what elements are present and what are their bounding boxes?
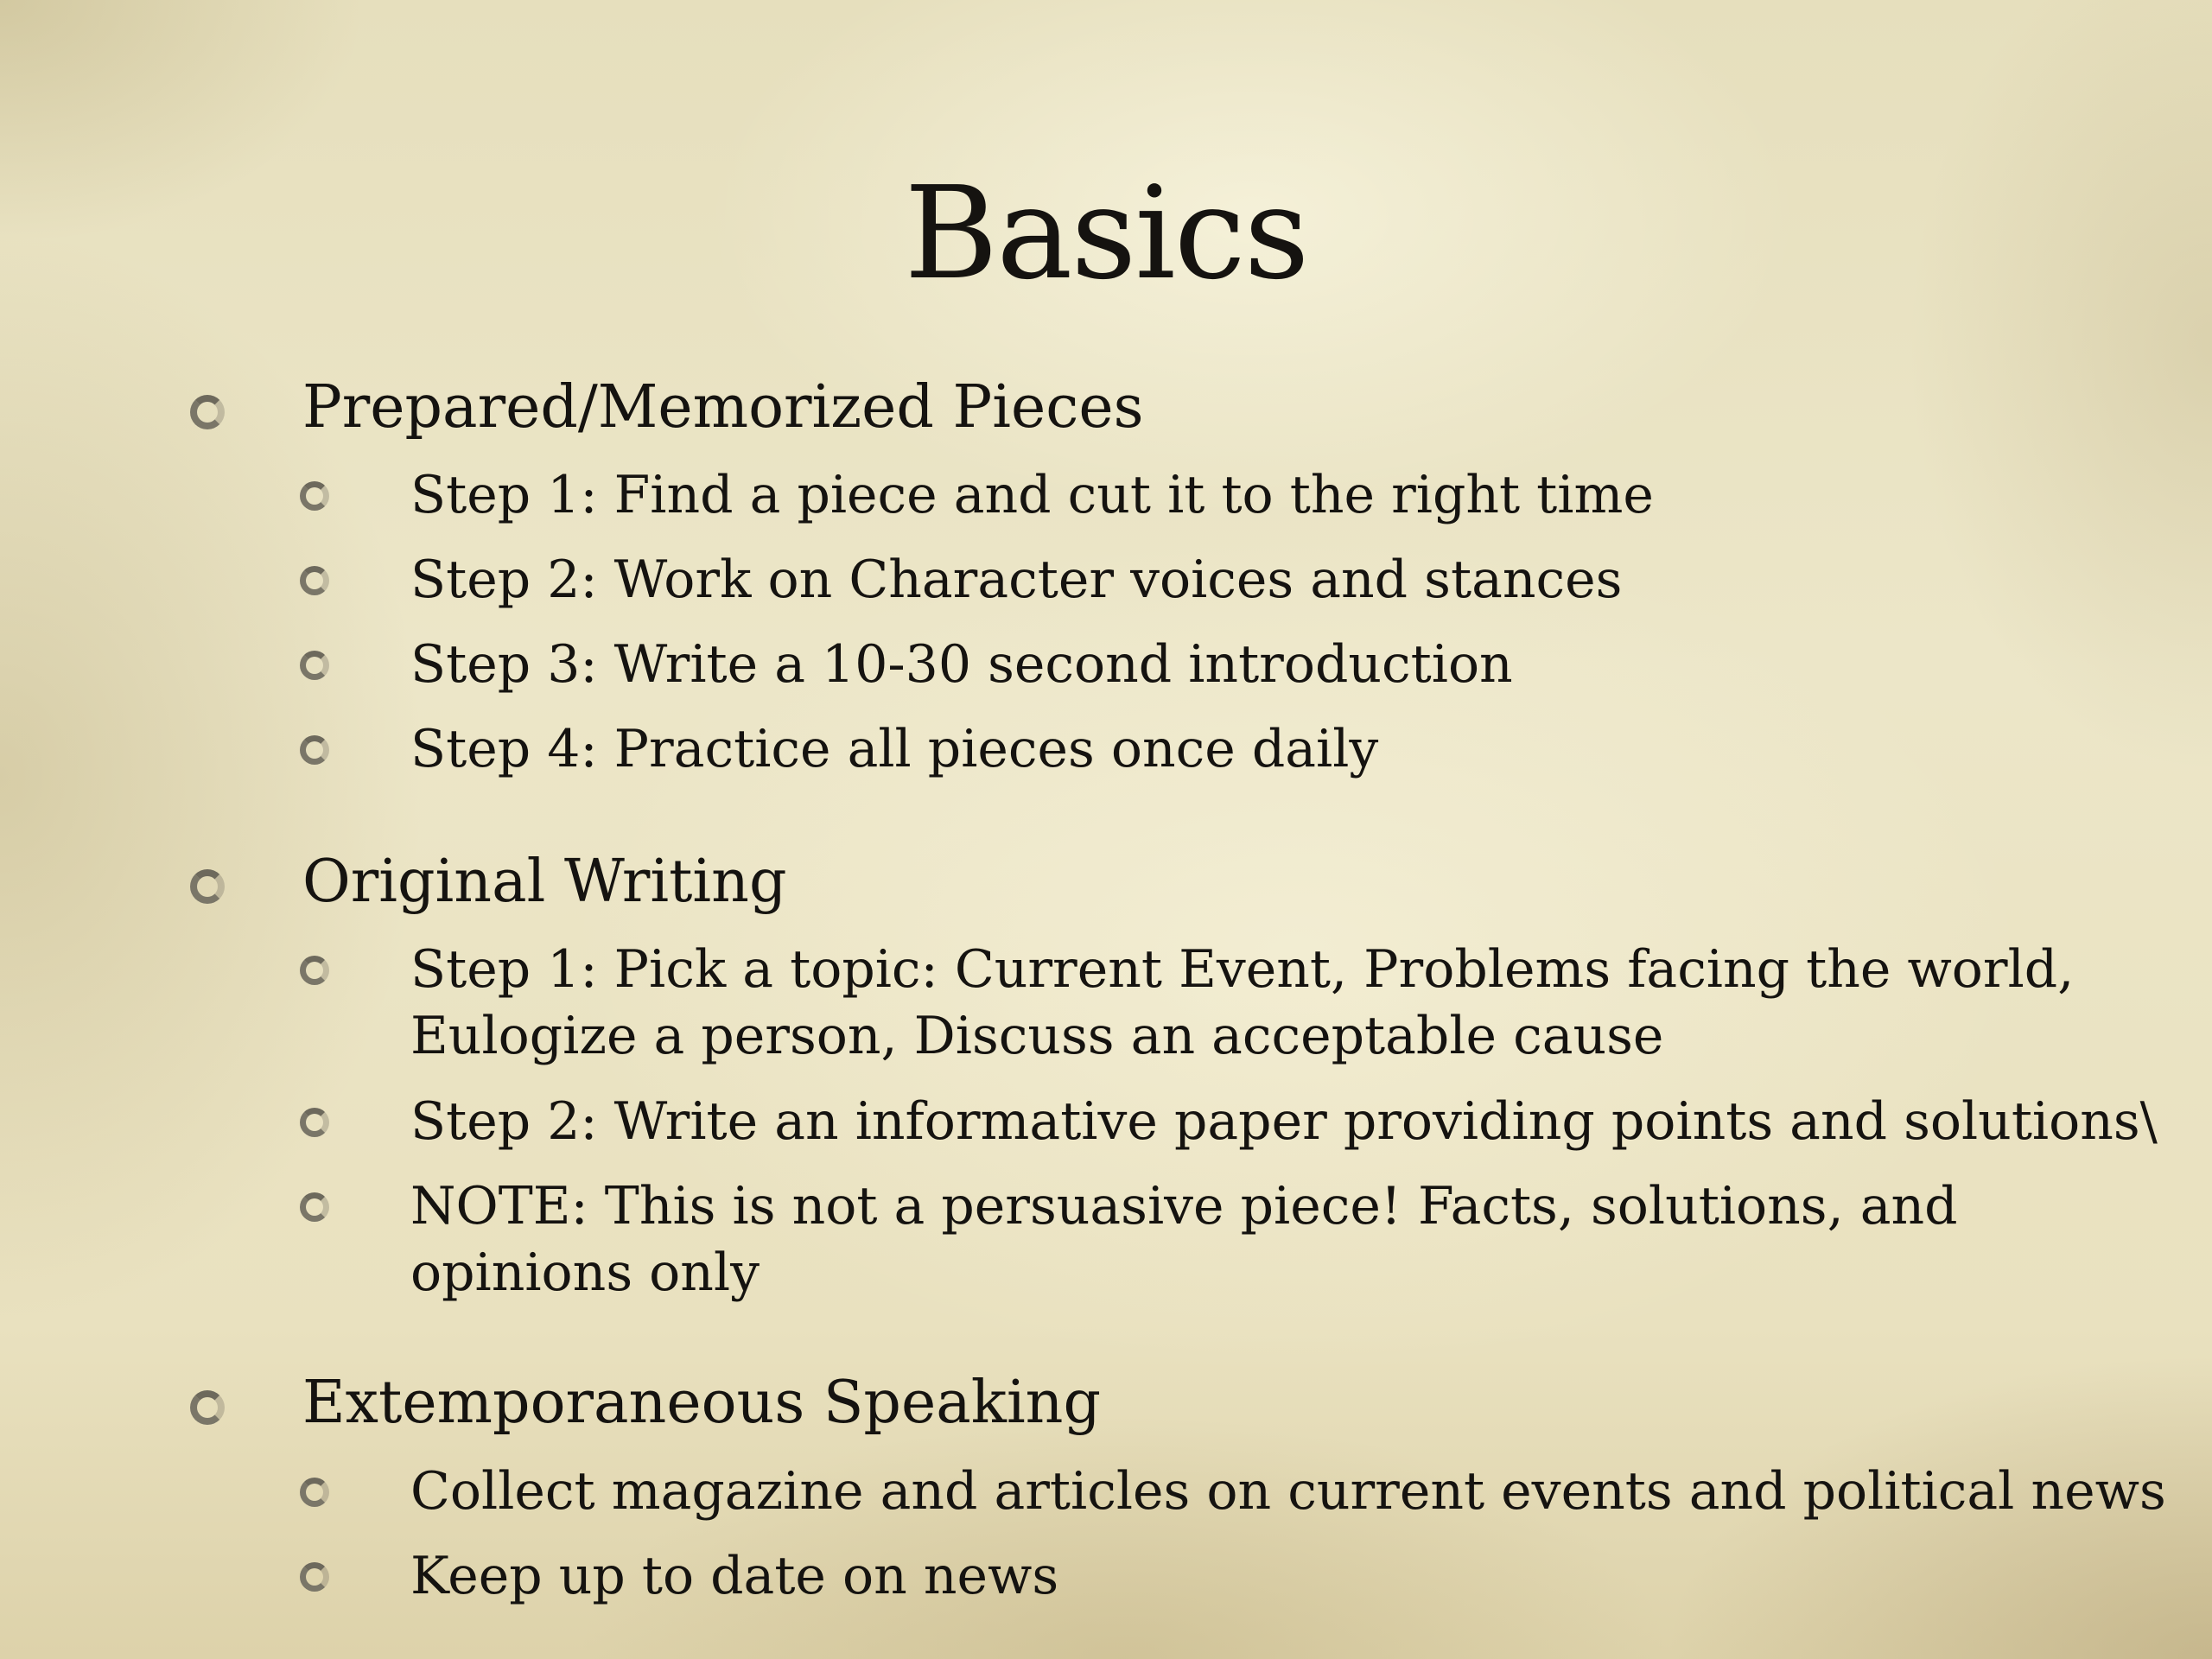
section-original-writing xyxy=(302,849,786,916)
list-item-text: Step 3: Write a 10-30 second introduction xyxy=(410,634,1513,695)
list-item xyxy=(410,1089,2158,1155)
hollow-circle-bullet-icon xyxy=(300,566,329,595)
hollow-circle-bullet-icon xyxy=(300,651,329,680)
hollow-circle-bullet-icon xyxy=(300,1478,329,1507)
section-extemporaneous-speaking xyxy=(302,1370,1101,1437)
list-item xyxy=(410,716,1378,783)
hollow-circle-bullet-icon xyxy=(300,735,329,765)
hollow-circle-bullet-icon xyxy=(300,1562,329,1592)
list-item xyxy=(410,547,1622,613)
section-label: Extemporaneous Speaking xyxy=(302,1369,1102,1437)
list-item-text: Step 4: Practice all pieces once daily xyxy=(410,719,1379,779)
list-item xyxy=(410,1543,1058,1610)
list-item-text: NOTE: This is not a persuasive piece! Facts, solutions, and xyxy=(410,1176,1958,1236)
list-item xyxy=(410,937,2074,1070)
list-item-text: Step 1: Pick a topic: Current Event, Problems facing the world, xyxy=(410,939,2075,1000)
slide-title: Basics xyxy=(904,159,1308,308)
list-item xyxy=(410,1459,2166,1525)
section-label: Original Writing xyxy=(302,848,787,916)
hollow-circle-bullet-icon xyxy=(190,395,225,429)
list-item-text: Keep up to date on news xyxy=(410,1546,1059,1606)
hollow-circle-bullet-icon xyxy=(300,1192,329,1222)
list-item xyxy=(410,1173,1958,1306)
list-item-text: Step 2: Write an informative paper providing points and solutions\ xyxy=(410,1091,2158,1152)
list-item-text: Step 1: Find a piece and cut it to the right time xyxy=(410,465,1654,525)
list-item-text: Step 2: Work on Character voices and stances xyxy=(410,550,1623,610)
hollow-circle-bullet-icon xyxy=(300,956,329,985)
hollow-circle-bullet-icon xyxy=(300,1108,329,1137)
section-prepared-pieces xyxy=(302,374,1143,442)
hollow-circle-bullet-icon xyxy=(190,869,225,904)
hollow-circle-bullet-icon xyxy=(190,1390,225,1425)
list-item-text-continued: opinions only xyxy=(410,1243,760,1303)
section-label: Prepared/Memorized Pieces xyxy=(302,373,1144,442)
list-item xyxy=(410,632,1513,698)
list-item xyxy=(410,462,1654,529)
hollow-circle-bullet-icon xyxy=(300,481,329,511)
list-item-text-continued: Eulogize a person, Discuss an acceptable cause xyxy=(410,1006,1664,1066)
list-item-text: Collect magazine and articles on current events and political news xyxy=(410,1461,2166,1522)
